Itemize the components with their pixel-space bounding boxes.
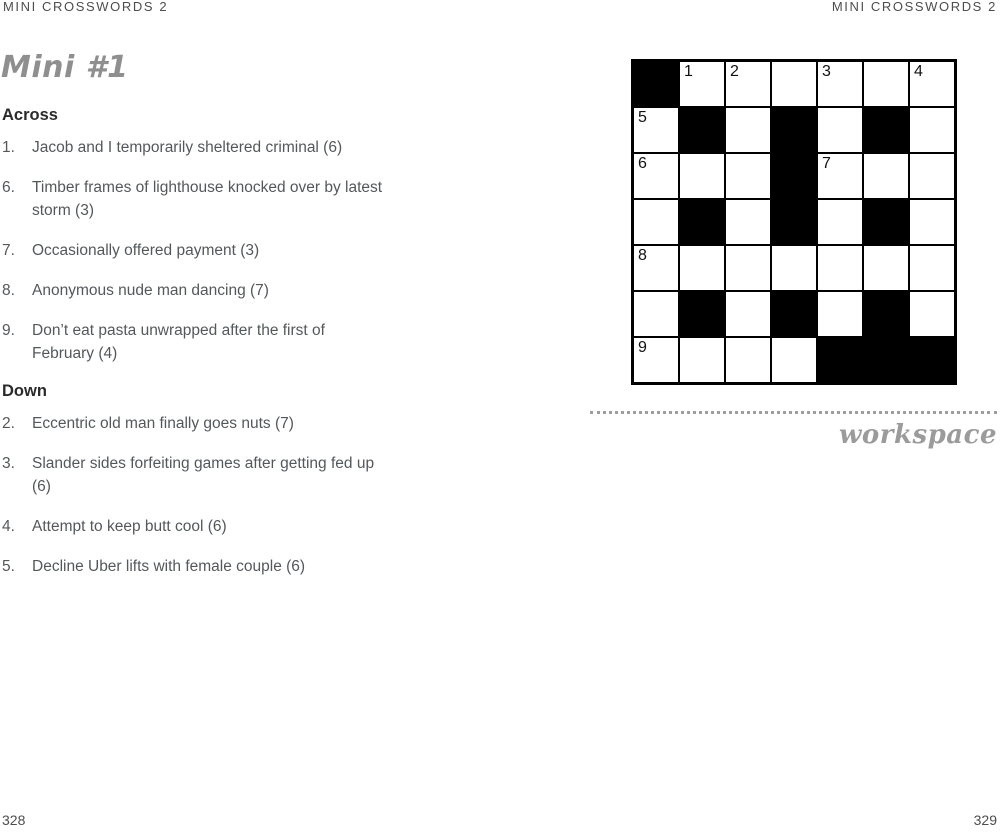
grid-cell-black bbox=[772, 154, 816, 198]
grid-cell[interactable] bbox=[726, 246, 770, 290]
grid-cell[interactable] bbox=[634, 292, 678, 336]
grid-cell[interactable] bbox=[634, 154, 678, 198]
grid-cell-black bbox=[772, 200, 816, 244]
clue-number: 1. bbox=[2, 139, 15, 156]
clue-number: 7. bbox=[2, 242, 15, 259]
grid-cell[interactable] bbox=[818, 246, 862, 290]
grid-cell-black bbox=[680, 108, 724, 152]
grid-cell-black bbox=[864, 200, 908, 244]
grid-cell[interactable] bbox=[726, 108, 770, 152]
page-number-left: 328 bbox=[2, 812, 26, 828]
clue-text: Occasionally offered payment (3) bbox=[32, 242, 260, 259]
grid-cell-black bbox=[910, 338, 954, 382]
grid-cell[interactable] bbox=[634, 200, 678, 244]
grid-cell[interactable] bbox=[680, 338, 724, 382]
grid-cell-number: 7 bbox=[822, 155, 831, 172]
down-heading: Down bbox=[2, 382, 47, 400]
grid-cell[interactable] bbox=[910, 108, 954, 152]
grid-cell[interactable] bbox=[680, 154, 724, 198]
clue-text: Don’t eat pasta unwrapped after the first of February (4) bbox=[32, 322, 325, 362]
crossword-grid bbox=[631, 59, 957, 385]
grid-cell-black bbox=[680, 200, 724, 244]
across-clue-list bbox=[2, 136, 394, 365]
grid-cell[interactable] bbox=[910, 246, 954, 290]
grid-cell[interactable] bbox=[818, 108, 862, 152]
down-clue-list bbox=[2, 412, 394, 578]
grid-cell-black bbox=[818, 338, 862, 382]
clue-number: 5. bbox=[2, 558, 15, 575]
clue-number: 3. bbox=[2, 455, 15, 472]
grid-cell[interactable] bbox=[726, 200, 770, 244]
clue-item bbox=[2, 136, 394, 159]
grid-cell[interactable] bbox=[818, 292, 862, 336]
grid-cell[interactable] bbox=[864, 246, 908, 290]
clue-item bbox=[2, 555, 394, 578]
clue-number: 2. bbox=[2, 415, 15, 432]
clue-item bbox=[2, 239, 394, 262]
clue-number: 9. bbox=[2, 322, 15, 339]
grid-cell-number: 8 bbox=[638, 247, 647, 264]
grid-cell[interactable] bbox=[910, 154, 954, 198]
clue-text: Slander sides forfeiting games after getting fed up (6) bbox=[32, 455, 375, 495]
grid-cell[interactable] bbox=[634, 338, 678, 382]
grid-cell-black bbox=[772, 292, 816, 336]
clue-item bbox=[2, 412, 394, 435]
grid-cell[interactable] bbox=[910, 62, 954, 106]
clue-number: 6. bbox=[2, 179, 15, 196]
grid-cell[interactable] bbox=[680, 246, 724, 290]
grid-cell[interactable] bbox=[910, 292, 954, 336]
grid-cell[interactable] bbox=[864, 154, 908, 198]
grid-cell[interactable] bbox=[910, 200, 954, 244]
grid-cell[interactable] bbox=[772, 246, 816, 290]
clue-text: Attempt to keep butt cool (6) bbox=[32, 518, 227, 535]
grid-cell-number: 6 bbox=[638, 155, 647, 172]
grid-cell-black bbox=[634, 62, 678, 106]
grid-cell[interactable] bbox=[726, 154, 770, 198]
grid-cell-number: 2 bbox=[730, 63, 739, 80]
running-header-right: MINI CROSSWORDS 2 bbox=[831, 0, 997, 14]
grid-cell[interactable] bbox=[772, 62, 816, 106]
grid-cell[interactable] bbox=[818, 200, 862, 244]
clue-number: 8. bbox=[2, 282, 15, 299]
grid-cell-black bbox=[680, 292, 724, 336]
clue-number: 4. bbox=[2, 518, 15, 535]
grid-cell[interactable] bbox=[634, 246, 678, 290]
grid-cell-black bbox=[864, 108, 908, 152]
grid-cell[interactable] bbox=[864, 62, 908, 106]
clue-text: Anonymous nude man dancing (7) bbox=[32, 282, 269, 299]
clue-item bbox=[2, 176, 394, 222]
grid-cell-black bbox=[864, 292, 908, 336]
clue-text: Eccentric old man finally goes nuts (7) bbox=[32, 415, 294, 432]
clues-column bbox=[2, 106, 394, 595]
grid-cell-number: 4 bbox=[914, 63, 923, 80]
grid-cell-number: 5 bbox=[638, 109, 647, 126]
clue-item bbox=[2, 515, 394, 538]
grid-cell[interactable] bbox=[680, 62, 724, 106]
clue-text: Decline Uber lifts with female couple (6) bbox=[32, 558, 306, 575]
grid-cell[interactable] bbox=[726, 292, 770, 336]
grid-cell[interactable] bbox=[772, 338, 816, 382]
grid-cell-number: 3 bbox=[822, 63, 831, 80]
workspace-dotted-rule bbox=[590, 411, 997, 414]
grid-cell[interactable] bbox=[634, 108, 678, 152]
running-header-left: MINI CROSSWORDS 2 bbox=[3, 0, 169, 14]
page-number-right: 329 bbox=[973, 812, 997, 828]
grid-cell[interactable] bbox=[726, 338, 770, 382]
grid-cell[interactable] bbox=[726, 62, 770, 106]
grid-cell-number: 1 bbox=[684, 63, 693, 80]
workspace-label: workspace bbox=[839, 420, 997, 450]
clue-item bbox=[2, 319, 394, 365]
crossword-grid-wrap bbox=[631, 59, 957, 385]
clue-text: Jacob and I temporarily sheltered criminal (6) bbox=[32, 139, 343, 156]
clue-item bbox=[2, 279, 394, 302]
grid-cell-black bbox=[772, 108, 816, 152]
clue-item bbox=[2, 452, 394, 498]
clue-text: Timber frames of lighthouse knocked over by latest storm (3) bbox=[32, 179, 383, 219]
grid-cell[interactable] bbox=[818, 154, 862, 198]
grid-cell-black bbox=[864, 338, 908, 382]
across-heading: Across bbox=[2, 106, 58, 124]
grid-cell[interactable] bbox=[818, 62, 862, 106]
grid-cell-number: 9 bbox=[638, 339, 647, 356]
puzzle-title: Mini #1 bbox=[1, 50, 129, 85]
